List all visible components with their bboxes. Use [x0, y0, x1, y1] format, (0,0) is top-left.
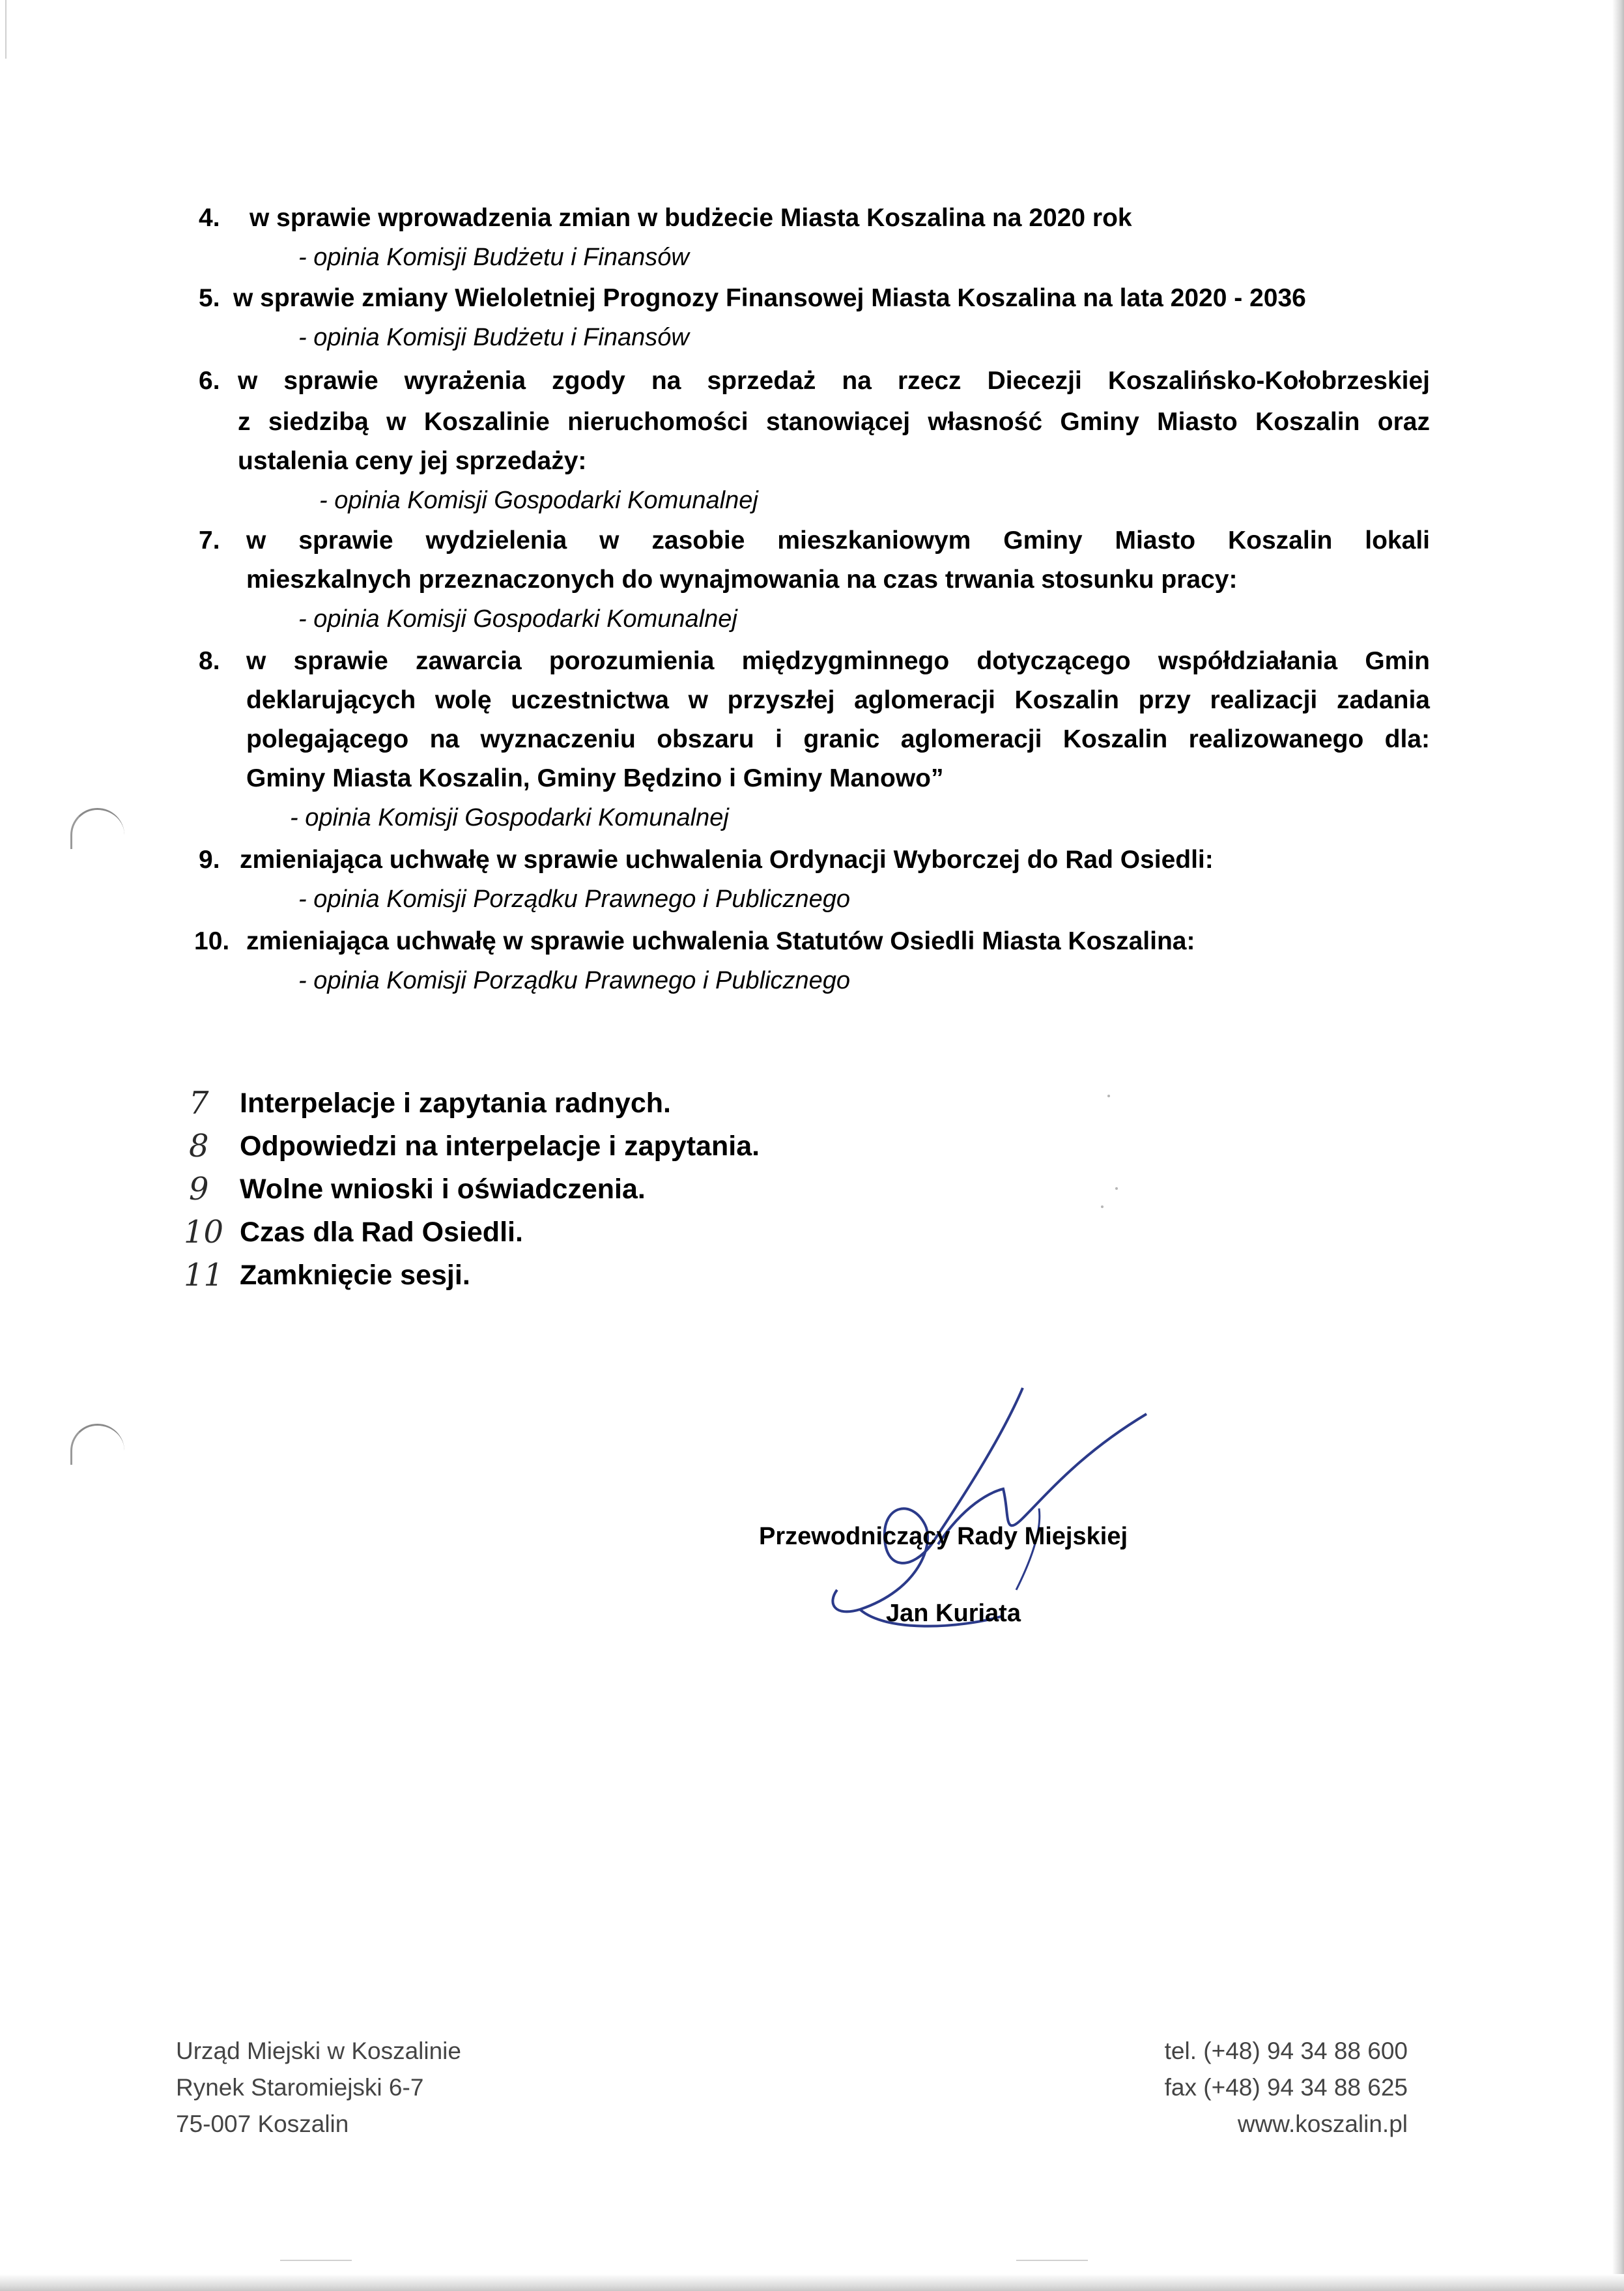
- footer-fax: fax (+48) 94 34 88 625: [1164, 2074, 1408, 2101]
- agenda-text-line: deklarujących wolę uczestnictwa w przyszłej aglomeracji Koszalin przy realizacji zadania: [246, 686, 1430, 714]
- footer-website-link[interactable]: www.koszalin.pl: [1237, 2111, 1408, 2137]
- scan-speck: [1101, 1205, 1104, 1208]
- handwritten-number: 8: [189, 1128, 209, 1164]
- committee-opinion: - opinia Komisji Gospodarki Komunalnej: [298, 605, 737, 633]
- footer-phone: tel. (+48) 94 34 88 600: [1164, 2038, 1408, 2064]
- agenda-text-line: z siedzibą w Koszalinie nieruchomości stanowiącej własność Gminy Miasto Koszalin oraz: [238, 408, 1430, 436]
- agenda-number: 6.: [199, 367, 220, 395]
- agenda-number: 9.: [199, 846, 220, 874]
- committee-opinion: - opinia Komisji Budżetu i Finansów: [298, 244, 689, 271]
- agenda-number: 10.: [194, 927, 230, 955]
- agenda-text: zmieniająca uchwałę w sprawie uchwalenia Ordynacji Wyborczej do Rad Osiedli:: [240, 846, 1214, 874]
- footer-address-line: Rynek Staromiejski 6-7: [176, 2074, 424, 2101]
- main-item-text: Zamknięcie sesji.: [240, 1260, 470, 1291]
- agenda-text: w sprawie wprowadzenia zmian w budżecie Miasta Koszalina na 2020 rok: [249, 204, 1132, 232]
- scan-edge-right: [1612, 0, 1624, 2291]
- signature-role: Przewodniczący Rady Miejskiej: [759, 1523, 1128, 1550]
- committee-opinion: - opinia Komisji Porządku Prawnego i Publicznego: [298, 967, 851, 994]
- agenda-text-line: w sprawie zawarcia porozumienia międzygminnego dotyczącego współdziałania Gmin: [246, 647, 1430, 675]
- agenda-text: w sprawie zmiany Wieloletniej Prognozy Finansowej Miasta Koszalina na lata 2020 - 2036: [233, 284, 1306, 312]
- agenda-text: zmieniająca uchwałę w sprawie uchwalenia Statutów Osiedli Miasta Koszalina:: [246, 927, 1195, 955]
- scan-artifact: [1016, 2260, 1088, 2261]
- main-item-text: Odpowiedzi na interpelacje i zapytania.: [240, 1131, 760, 1162]
- agenda-number: 8.: [199, 647, 220, 675]
- agenda-number: 5.: [199, 284, 220, 312]
- agenda-text-line: mieszkalnych przeznaczonych do wynajmowania na czas trwania stosunku pracy:: [246, 566, 1238, 594]
- committee-opinion: - opinia Komisji Porządku Prawnego i Publicznego: [298, 886, 851, 913]
- committee-opinion: - opinia Komisji Gospodarki Komunalnej: [290, 804, 729, 831]
- main-item-text: Czas dla Rad Osiedli.: [240, 1217, 523, 1248]
- scan-artifact: [5, 0, 7, 59]
- footer-address-line: Urząd Miejski w Koszalinie: [176, 2038, 461, 2064]
- handwritten-number: 10: [184, 1214, 224, 1250]
- scan-speck: [1115, 1187, 1118, 1190]
- agenda-number: 4.: [199, 204, 220, 232]
- handwritten-number: 9: [189, 1171, 209, 1207]
- main-item-text: Wolne wnioski i oświadczenia.: [240, 1174, 646, 1205]
- scan-edge-bottom: [0, 2274, 1624, 2291]
- committee-opinion: - opinia Komisji Gospodarki Komunalnej: [319, 487, 758, 514]
- scan-speck: [1107, 1095, 1110, 1097]
- agenda-text-line: w sprawie wydzielenia w zasobie mieszkaniowym Gminy Miasto Koszalin lokali: [246, 526, 1430, 555]
- signature-name: Jan Kuriata: [886, 1600, 1021, 1627]
- agenda-number: 7.: [199, 526, 220, 555]
- agenda-text-line: ustalenia ceny jej sprzedaży:: [238, 447, 587, 475]
- scan-artifact: [280, 2260, 352, 2261]
- agenda-text-line: polegającego na wyznaczeniu obszaru i granic aglomeracji Koszalin realizowanego dla:: [246, 725, 1430, 753]
- handwritten-number: 11: [184, 1257, 224, 1293]
- agenda-text-line: w sprawie wyrażenia zgody na sprzedaż na rzecz Diecezji Koszalińsko-Kołobrzeskiej: [238, 367, 1430, 395]
- footer-address-line: 75-007 Koszalin: [176, 2111, 349, 2137]
- punch-hole-icon: [70, 1424, 124, 1465]
- main-item-text: Interpelacje i zapytania radnych.: [240, 1088, 671, 1119]
- agenda-text-line: Gminy Miasta Koszalin, Gminy Będzino i Gminy Manowo”: [246, 764, 944, 792]
- committee-opinion: - opinia Komisji Budżetu i Finansów: [298, 324, 689, 351]
- handwritten-number: 7: [189, 1085, 209, 1121]
- punch-hole-icon: [70, 808, 124, 849]
